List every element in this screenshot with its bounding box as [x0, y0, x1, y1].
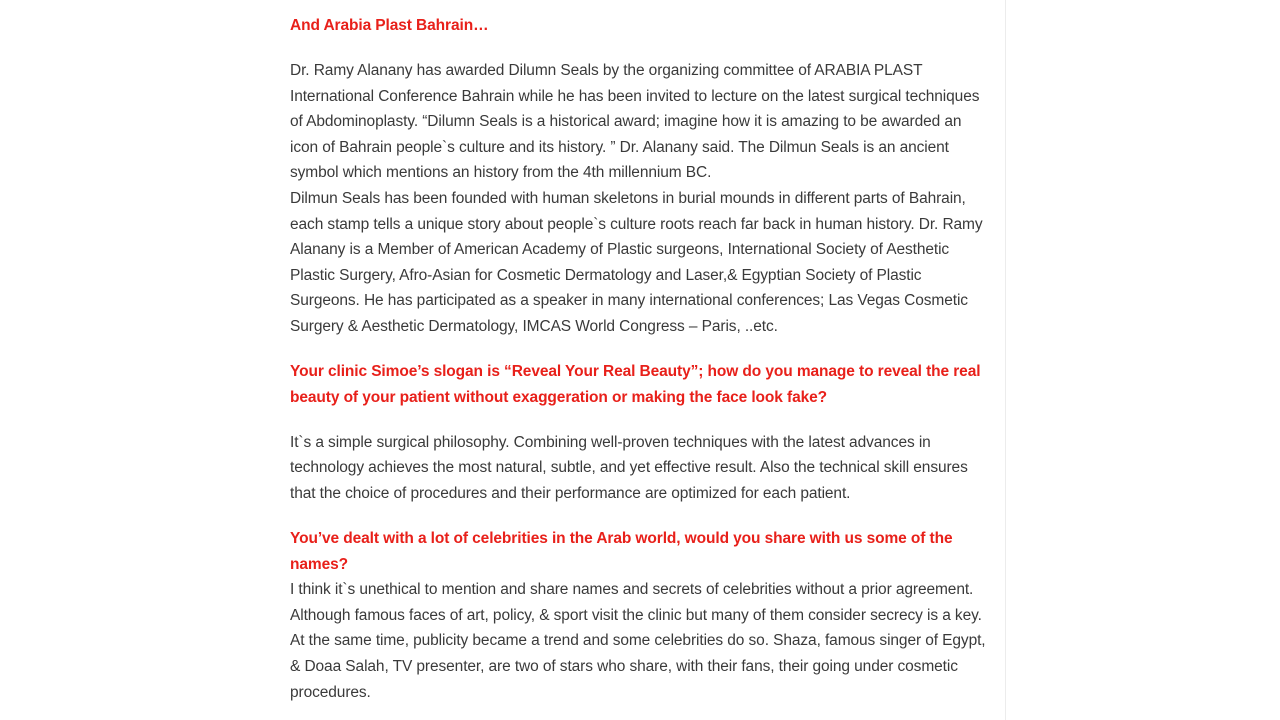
answer-philosophy: It`s a simple surgical philosophy. Combining well-proven techniques with the latest advances in technology achieves the most natural, subtle, and yet effective result. Also the technical skill ensures that the choice of procedures and their performance are optimized for each patient.	[290, 433, 968, 502]
article-body	[290, 13, 990, 705]
answer-celebrities: I think it`s unethical to mention and share names and secrets of celebrities without a prior agreement. Although famous faces of art, policy, & sport visit the clinic but many of them consider secrecy is a key. At the same time, publicity became a trend and some celebrities do so. Shaza, famous singer of Egypt, & Doaa Salah, TV presenter, are two of stars who share, with their fans, their going under cosmetic procedures.	[290, 581, 986, 701]
paragraph-dilmun-seals: Dilmun Seals has been founded with human skeletons in burial mounds in different parts of Bahrain, each stamp tells a unique story about people`s culture roots reach far back in human history. Dr. Ramy Alanany is a Member of American Academy of Plastic surgeons, International Society of Aesthetic Plastic Surgery, Afro-Asian for Cosmetic Dermatology and Laser,& Egyptian Society of Plastic Surgeons. He has participated as a speaker in many international conferences; Las Vegas Cosmetic Surgery & Aesthetic Dermatology, IMCAS World Congress – Paris, ..etc.	[290, 190, 983, 336]
paragraph-award: Dr. Ramy Alanany has awarded Dilumn Seals by the organizing committee of ARABIA PLAST International Conference Bahrain while he has been invited to lecture on the latest surgical techniques of Abdominoplasty. “Dilumn Seals is a historical award; imagine how it is amazing to be awarded an icon of Bahrain people`s culture and its history. ” Dr. Alanany said. The Dilmun Seals is an ancient symbol which mentions an history from the 4th millennium BC.	[290, 62, 980, 182]
section-heading-arabia-plast: And Arabia Plast Bahrain…	[290, 17, 489, 34]
sidebar-divider	[1005, 0, 1006, 720]
question-celebrities: You’ve dealt with a lot of celebrities in the Arab world, would you share with us some of the names?	[290, 530, 953, 573]
question-slogan: Your clinic Simoe’s slogan is “Reveal Your Real Beauty”; how do you manage to reveal the real beauty of your patient without exaggeration or making the face look fake?	[290, 363, 981, 406]
